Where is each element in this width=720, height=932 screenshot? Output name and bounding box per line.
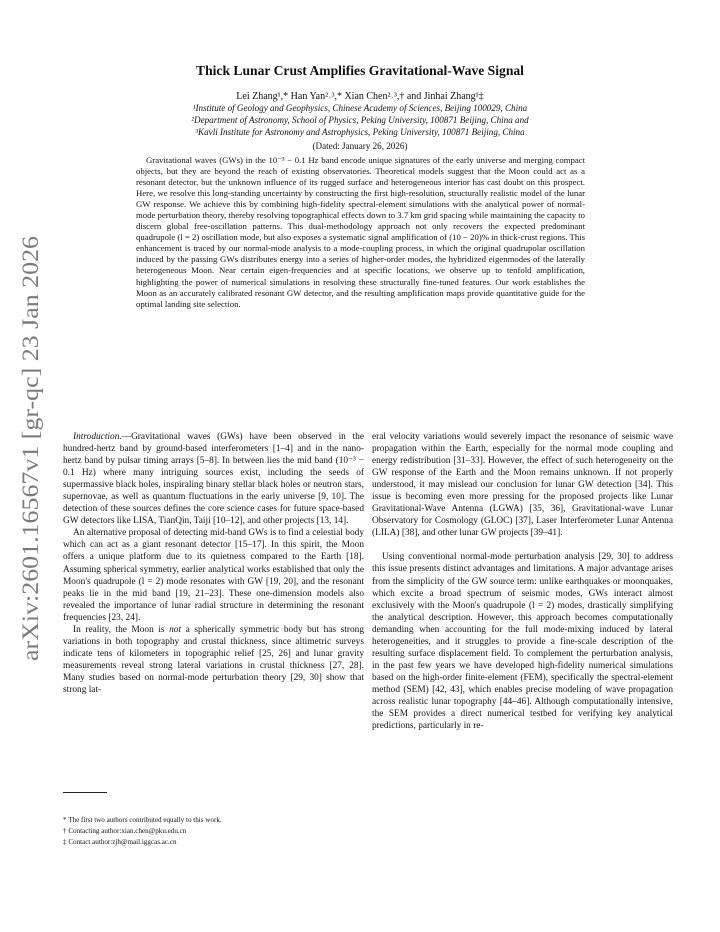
section-label-introduction: Introduction. xyxy=(73,432,122,442)
affiliation-1: ¹Institute of Geology and Geophysics, Chinese Academy of Sciences, Beijing 100029, China xyxy=(192,103,528,113)
intro-paragraph-1 xyxy=(63,431,364,527)
intro-paragraph-3-start: In reality, the Moon is xyxy=(73,624,170,635)
right-column xyxy=(372,431,673,732)
author-list: Lei Zhang¹,* Han Yan²˒³,* Xian Chen²˒³,† and Jinhai Zhang¹‡ xyxy=(236,91,484,102)
affiliation-3: ³Kavli Institute for Astronomy and Astrophysics, Peking University, 100871 Beijing, China xyxy=(195,127,525,137)
intro-paragraph-2: An alternative proposal of detecting mid-band GWs is to find a celestial body which can act as a giant resonant detector [15–17]. In this spirit, the Moon offers a unique platform due to its quietness compared to the Earth [18]. Assuming spherical symmetry, earlier analytical works established that only the Moon's quadrupole (l = 2) mode resonates with GW [19, 20], and the resonant peaks lie in the mid band [19, 21–23]. These one-dimension models also revealed the importance of lunar radial structure in determining the resonant frequencies [23, 24]. xyxy=(63,528,364,623)
intro-paragraph-1-text: —Gravitational waves (GWs) have been observed in the hundred-hertz band by ground-based interferometers [1–4] and in the nano-hertz band by pulsar timing arrays [5–8]. In between lies the mid band (10⁻³ − 0.1 Hz) where many intriguing sources exist, including the seeds of supermassive black holes, inspiraling binary stellar black holes or neutron stars, supernovae, as well as quantum fluctuations in the early universe [9, 10]. The detection of these sources defines the core science cases for future space-based GW detectors like LISA, TianQin, Taiji [10–12], and other projects [13, 14]. xyxy=(63,432,364,527)
affiliation-2: ²Department of Astronomy, School of Physics, Peking University, 100871 Beijing, China and xyxy=(191,115,529,125)
left-column xyxy=(63,431,364,696)
paper-title: Thick Lunar Crust Amplifies Gravitational-Wave Signal xyxy=(196,63,524,78)
emphasis-not: not xyxy=(169,624,182,635)
footnote-contact-chen: † Contacting author:xian.chen@pku.edu.cn xyxy=(63,827,187,835)
footnote-divider xyxy=(63,792,107,793)
right-paragraph-2: Using conventional normal-mode perturbation analysis [29, 30] to address this issue presents distinct advantages and limitations. A major advantage arises from the simplicity of the GW source term: unlike earthquakes or moonquakes, which excite a broad spectrum of seismic modes, GWs interact almost exclusively with the Moon's quadrupole (l = 2) modes, drastically simplifying the analytical description. However, this approach becomes computationally demanding when accounting for the full mode-mixing induced by lateral heterogeneities, and it struggles to provide a fine-scale description of the resulting surface displacement field. To complement the perturbation analysis, in the past few years we have developed high-fidelity numerical simulations based on the high-order finite-element (FEM), specifically the spectral-element method (SEM) [42, 43], which enables precise modeling of wave propagation across realistic lunar topography [44–46]. Although computationally intensive, the SEM provides a direct numerical testbed for verifying key analytical predictions, particularly in re- xyxy=(372,552,673,732)
abstract: Gravitational waves (GWs) in the 10⁻³ − 0.1 Hz band encode unique signatures of the early universe and merging compact objects, but they are beyond the reach of existing observatories. Theoretical models suggest that the Moon could act as a resonant detector, but the unknown influence of its rugged surface and heterogeneous interior has cast doubt on this prospect. Here, we resolve this long-standing uncertainty by constructing the first high-resolution, structurally realistic model of the lunar GW response. We achieve this by combining high-fidelity spectral-element simulations with the analytical power of normal-mode perturbation theory, thereby resolving topographical effects down to 3.7 km grid spacing while maintaining the capacity to discern global free-oscillation patterns. This dual-methodology approach not only recovers the expected predominant quadrupole (l = 2) oscillation mode, but also exposes a systematic signal amplification of (10 − 20)% in thick-crust regions. This enhancement is traced by our normal-mode analysis to a mode-coupling process, in which the original quadrupolar oscillation induced by the passing GWs distributes energy into a series of higher-order modes, the hybridized eigenmodes of the laterally heterogeneous Moon. Near certain eigen-frequencies and at specific locations, we observe up to tenfold amplification, highlighting the power of numerical simulations in resolving these structurally fine-tuned features. Our work establishes the Moon as an accurately calibrated resonant GW detector, and the resulting amplification maps provide quantitative guide for the optimal landing site selection. xyxy=(136,155,585,309)
right-paragraph-1: eral velocity variations would severely impact the resonance of seismic wave propagation within the Earth, especially for the normal mode coupling and energy redistribution [31–33]. However, the effect of such heterogeneity on the GW response of the Earth and the Moon remains unknown. If not properly understood, it may mislead our conclusion for lunar GW detection [34]. This issue is becoming even more pressing for the proposed projects like Lunar Gravitational-Wave Antenna (LGWA) [35, 36], Gravitational-wave Lunar Observatory for Cosmology (GLOC) [37], Laser Interferometer Lunar Antenna (LILA) [38], and other lunar GW projects [39–41]. xyxy=(372,432,673,539)
arxiv-identifier-text: arXiv:2601.16567v1 [gr-qc] 23 Jan 2026 xyxy=(18,283,43,661)
arxiv-identifier xyxy=(18,236,46,661)
footnote-contact-zhang: ‡ Contact author:zjh@mail.iggcas.ac.cn xyxy=(63,838,177,846)
dated-line: (Dated: January 26, 2026) xyxy=(312,141,408,151)
intro-paragraph-3 xyxy=(63,624,364,696)
intro-paragraph-3-rest: a spherically symmetric body but has strong variations in both topography and crustal thickness, since altimetric surveys indicate tens of kilometers in topographic relief [25, 26] and lunar gravity measurements reveal strong lateral variations in crustal thickness [27, 28]. Many studies based on normal-mode perturbation theory [29, 30] show that strong lat- xyxy=(63,624,364,695)
footnote-equal-contribution: * The first two authors contributed equally to this work. xyxy=(63,816,222,824)
